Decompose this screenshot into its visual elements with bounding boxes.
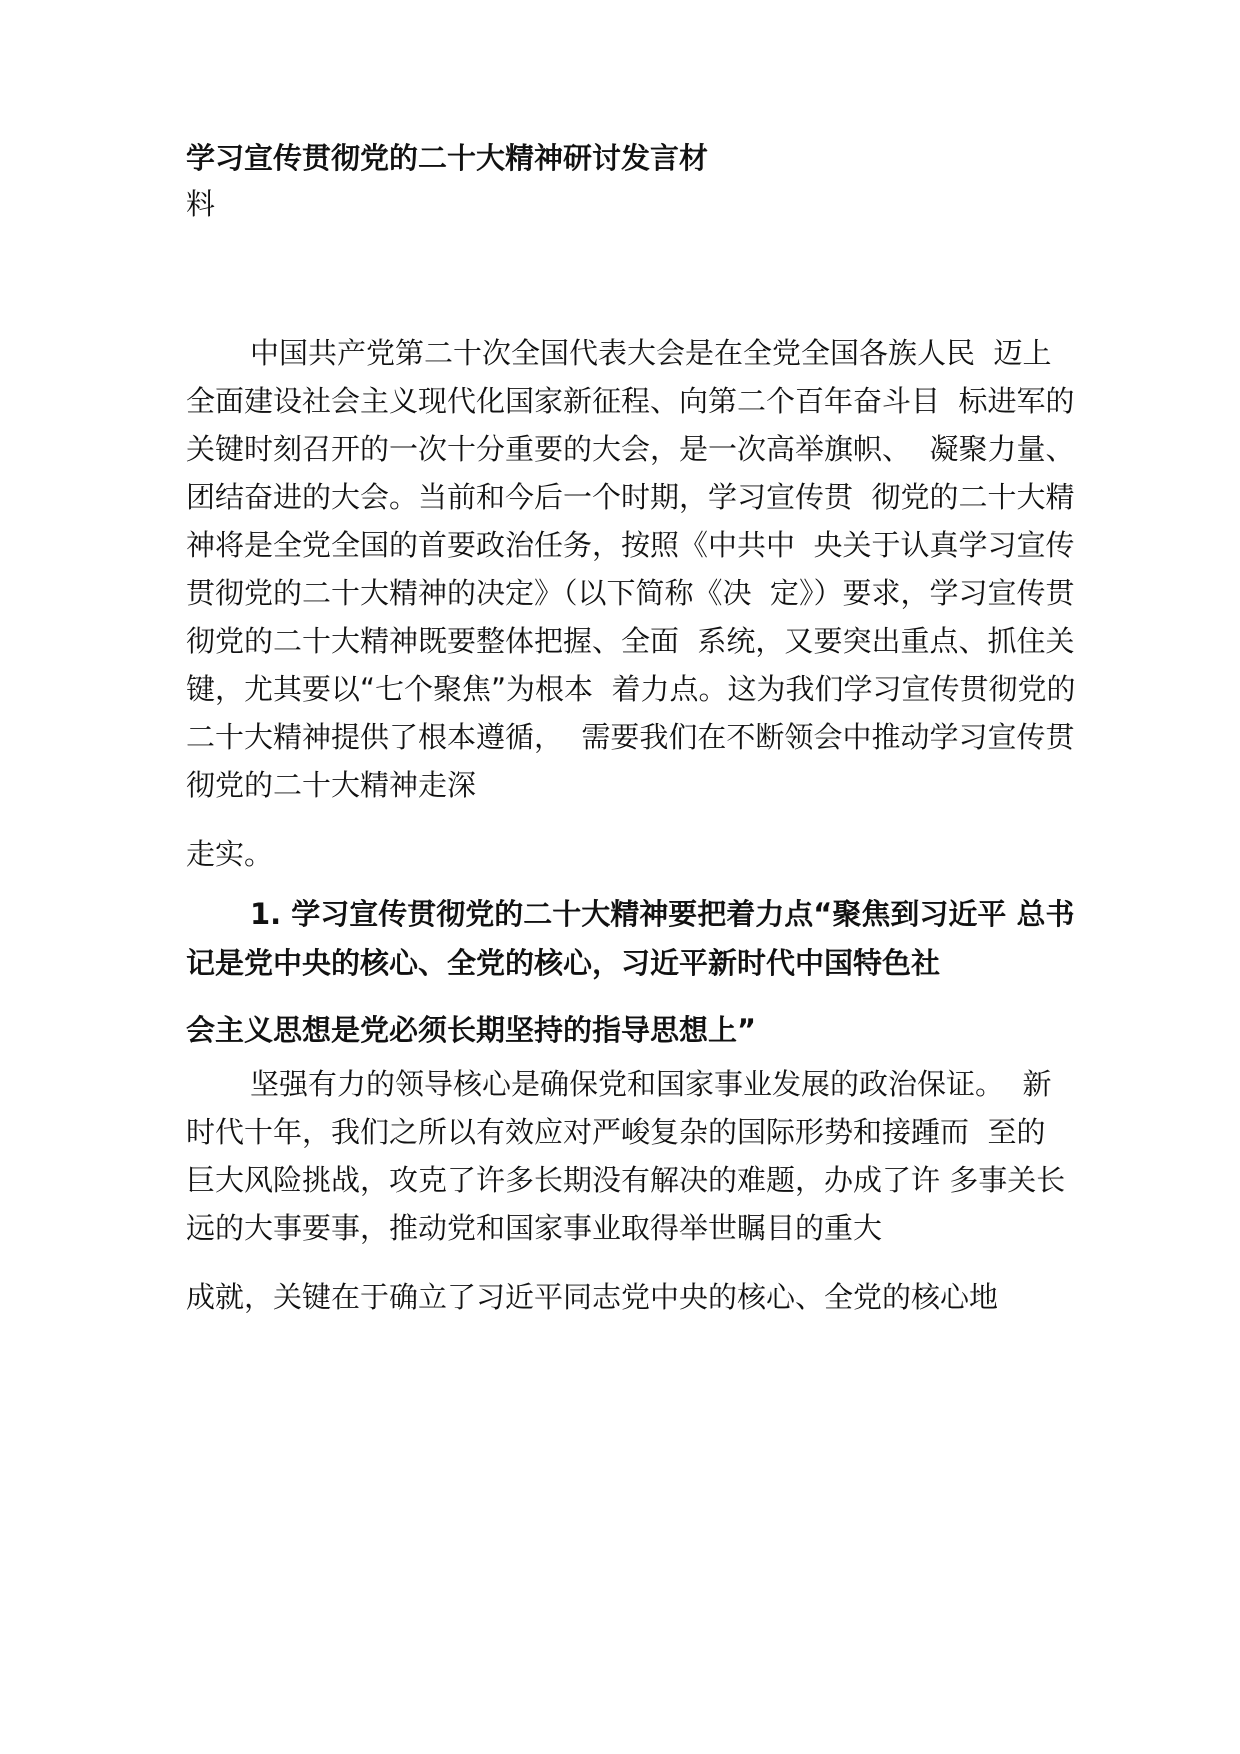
document-title-line-1: 学习宣传贯彻党的二十大精神研讨发言材 (186, 141, 709, 175)
paragraph-1-line-7: 彻党的二十大精神既要整体把握、全面 系统，又要突出重点、抓住关 (186, 624, 1075, 658)
paragraph-2-line-1: 坚强有力的领导核心是确保党和国家事业发展的政治保证。 新 (250, 1067, 1052, 1101)
paragraph-2-tail: 成就，关键在于确立了习近平同志党中央的核心、全党的核心地 (186, 1280, 999, 1314)
heading-1-line-2: 记是党中央的核心、全党的核心，习近平新时代中国特色社 (186, 946, 941, 980)
paragraph-1-line-5: 神将是全党全国的首要政治任务，按照《中共中 央关于认真学习宣传 (186, 528, 1075, 562)
paragraph-1-line-4: 团结奋进的大会。当前和今后一个时期，学习宣传贯 彻党的二十大精 (186, 480, 1075, 514)
heading-1-line-1: 1. 学习宣传贯彻党的二十大精神要把着力点“聚焦到习近平 总书 (250, 897, 1075, 931)
paragraph-1-line-10: 彻党的二十大精神走深 (186, 768, 477, 802)
document-title-line-2: 料 (186, 187, 216, 221)
paragraph-1-line-6: 贯彻党的二十大精神的决定》（以下简称《决 定》）要求，学习宣传贯 (186, 576, 1075, 610)
heading-1-line-3: 会主义思想是党必须长期坚持的指导思想上” (186, 1013, 757, 1047)
paragraph-2-line-2: 时代十年，我们之所以有效应对严峻复杂的国际形势和接踵而 至的 (186, 1115, 1046, 1149)
paragraph-1-line-8: 键，尤其要以“七个聚焦”为根本 着力点。这为我们学习宣传贯彻党的 (186, 672, 1076, 706)
paragraph-1-line-2: 全面建设社会主义现代化国家新征程、向第二个百年奋斗目 标进军的 (186, 384, 1075, 418)
paragraph-2-line-4: 远的大事要事，推动党和国家事业取得举世瞩目的重大 (186, 1211, 883, 1245)
paragraph-1-line-9: 二十大精神提供了根本遵循， 需要我们在不断领会中推动学习宣传贯 (186, 720, 1075, 754)
paragraph-1-line-3: 关键时刻召开的一次十分重要的大会，是一次高举旗帜、 凝聚力量、 (186, 432, 1075, 466)
paragraph-1-tail: 走实。 (186, 837, 274, 871)
paragraph-2-line-3: 巨大风险挑战，攻克了许多长期没有解决的难题，办成了许 多事关长 (186, 1163, 1066, 1197)
paragraph-1-line-1: 中国共产党第二十次全国代表大会是在全党全国各族人民 迈上 (250, 336, 1052, 370)
